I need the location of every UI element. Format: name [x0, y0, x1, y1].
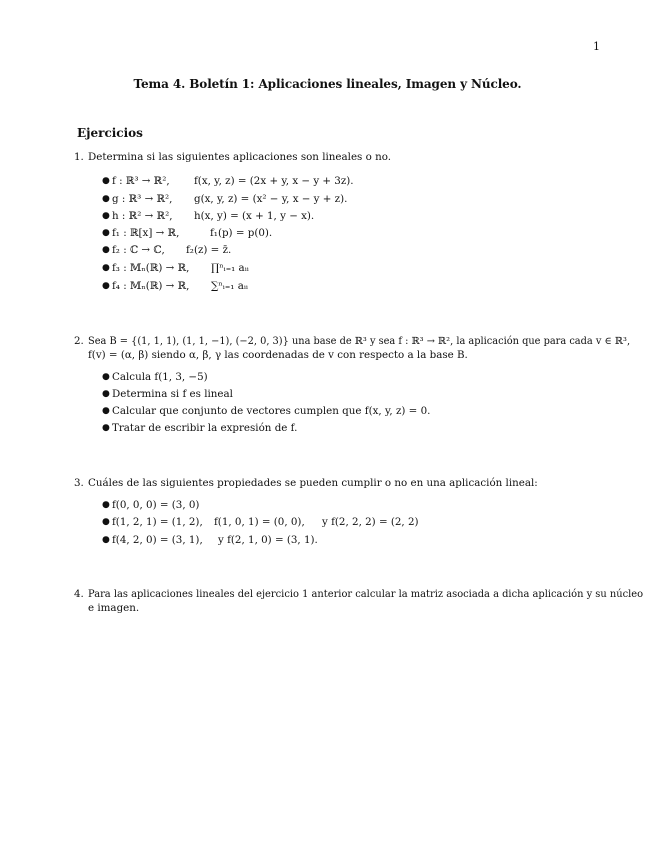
ex1-item-map: g : ℝ³ → ℝ², — [112, 193, 173, 205]
ex2-item: Determina si f es lineal — [112, 388, 233, 400]
ex1-item-rule: h(x, y) = (x + 1, y − x). — [194, 210, 315, 222]
exercise-4-number: 4. — [74, 588, 84, 600]
page-number: 1 — [593, 40, 600, 53]
exercise-2-text-line2: f(v) = (α, β) siendo α, β, γ las coordenadas de v con respecto a la base B. — [88, 349, 468, 361]
ex1-item-map: f₃ : 𝕄ₙ(ℝ) → ℝ, — [112, 262, 190, 274]
exercise-4-text-line2: e imagen. — [88, 602, 140, 614]
bullet-icon: ● — [102, 406, 110, 416]
ex1-item-map: f₄ : 𝕄ₙ(ℝ) → ℝ, — [112, 280, 190, 292]
exercise-2-text-line1: Sea B = {(1, 1, 1), (1, 1, −1), (−2, 0, 3)} una base de ℝ³ y sea f : ℝ³ → ℝ², la aplicación que para cada v ∈ ℝ³, — [88, 336, 631, 347]
ex1-item-map: h : ℝ² → ℝ², — [112, 210, 173, 222]
bullet-icon: ● — [102, 535, 110, 545]
section-heading: Ejercicios — [77, 126, 143, 140]
exercise-4-text-line1: Para las aplicaciones lineales del ejercicio 1 anterior calcular la matriz asociada a dicha aplicación y su núcleo — [88, 589, 644, 600]
bullet-icon: ● — [102, 389, 110, 399]
exercise-3-text: Cuáles de las siguientes propiedades se pueden cumplir o no en una aplicación lineal: — [88, 477, 538, 489]
ex3-item-a: f(4, 2, 0) = (3, 1), — [112, 534, 203, 546]
ex3-item-c: y f(2, 2, 2) = (2, 2) — [322, 516, 419, 528]
ex2-item: Calcula f(1, 3, −5) — [112, 371, 208, 383]
ex3-item-a: f(1, 2, 1) = (1, 2), — [112, 516, 203, 528]
bullet-icon: ● — [102, 423, 110, 433]
ex1-item-rule: ∑ⁿᵢ₌₁ aᵢᵢ — [211, 280, 248, 292]
page-title: Tema 4. Boletín 1: Aplicaciones lineales, Imagen y Núcleo. — [133, 77, 522, 91]
ex1-item-map: f₁ : ℝ[x] → ℝ, — [112, 227, 180, 239]
bullet-icon: ● — [102, 517, 110, 527]
bullet-icon: ● — [102, 281, 110, 291]
bullet-icon: ● — [102, 228, 110, 238]
ex1-item-rule: f₂(z) = z̄. — [186, 244, 232, 256]
exercise-1-number: 1. — [74, 151, 84, 163]
ex3-item-b: y f(2, 1, 0) = (3, 1). — [218, 534, 318, 546]
bullet-icon: ● — [102, 263, 110, 273]
ex3-item-a: f(0, 0, 0) = (3, 0) — [112, 499, 200, 511]
bullet-icon: ● — [102, 211, 110, 221]
ex1-item-rule: ∏ⁿᵢ₌₁ aᵢᵢ — [211, 262, 249, 274]
exercise-3-number: 3. — [74, 477, 84, 489]
exercise-2-number: 2. — [74, 335, 84, 347]
ex2-item: Calcular que conjunto de vectores cumplen que f(x, y, z) = 0. — [112, 405, 431, 417]
ex1-item-rule: f₁(p) = p(0). — [210, 227, 273, 239]
exercise-1-text: Determina si las siguientes aplicaciones son lineales o no. — [88, 151, 391, 163]
bullet-icon: ● — [102, 372, 110, 382]
bullet-icon: ● — [102, 194, 110, 204]
ex3-item-b: f(1, 0, 1) = (0, 0), — [214, 516, 305, 528]
ex1-item-map: f : ℝ³ → ℝ², — [112, 175, 170, 187]
ex1-item-map: f₂ : ℂ → ℂ, — [112, 244, 165, 256]
bullet-icon: ● — [102, 176, 110, 186]
ex2-item: Tratar de escribir la expresión de f. — [112, 422, 298, 434]
ex1-item-rule: f(x, y, z) = (2x + y, x − y + 3z). — [194, 175, 354, 187]
bullet-icon: ● — [102, 245, 110, 255]
bullet-icon: ● — [102, 500, 110, 510]
ex1-item-rule: g(x, y, z) = (x² − y, x − y + z). — [194, 193, 348, 205]
